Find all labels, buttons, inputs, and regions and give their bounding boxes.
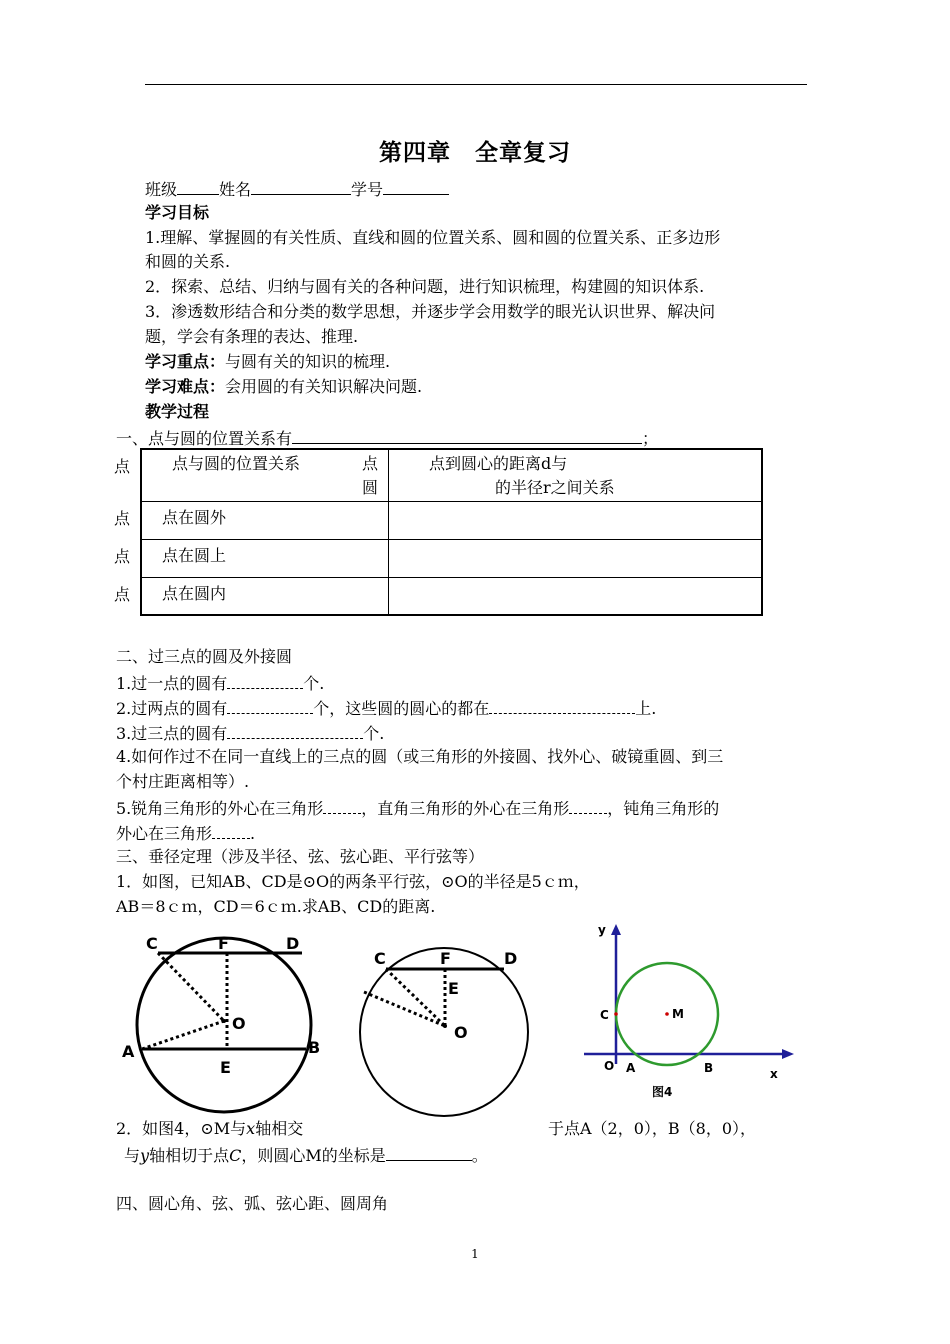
fig1-label-b: B: [308, 1038, 321, 1057]
answer-cell[interactable]: [389, 577, 763, 615]
table-row: [141, 501, 762, 539]
question-2-4-line-1: 4.如何作过不在同一直线上的三点的圆（或三角形的外接圆、找外心、破镜重圆、到三: [116, 747, 724, 766]
q2-blank-2[interactable]: [489, 697, 635, 714]
fig1-label-d: D: [286, 934, 300, 953]
question-2-1: [116, 672, 324, 694]
q1-blank[interactable]: [227, 672, 303, 689]
header-distance-line-2: 的半径r之间关系: [495, 478, 615, 497]
id-blank[interactable]: [383, 178, 449, 195]
header-cell-distance: [389, 449, 763, 501]
fig3-label-a: A: [626, 1061, 636, 1075]
answer-cell[interactable]: [389, 539, 763, 577]
problem-3-2-line-2: [124, 1144, 488, 1166]
key-point-text: 与圆有关的知识的梳理.: [225, 352, 391, 371]
table-header-row: [141, 449, 762, 501]
fig3-label-x: x: [770, 1067, 778, 1081]
fig3-label-b: B: [704, 1061, 714, 1075]
fig2-label-c: C: [374, 949, 386, 968]
p2-end: 。: [471, 1146, 488, 1165]
fig1-radius-oc: [158, 953, 224, 1021]
fig2-center-dot: [443, 1024, 447, 1028]
header-rule: [145, 84, 807, 85]
q5-c: ，钝角三角形的: [607, 799, 720, 818]
side-char: 点: [114, 585, 131, 604]
side-char: 点: [114, 509, 131, 528]
difficulty-text: 会用圆的有关知识解决问题.: [225, 377, 423, 396]
fig1-center-dot: [222, 1019, 226, 1023]
q5-b: ，直角三角形的外心在三角形: [361, 799, 570, 818]
p2-line2-post: ，则圆心M的坐标是: [241, 1146, 386, 1165]
q3-blank[interactable]: [227, 722, 363, 739]
fig2-radius-2: [364, 992, 445, 1026]
p2-c: C: [229, 1146, 242, 1165]
fig3-point-c: [614, 1012, 618, 1016]
fig3-label-y: y: [598, 923, 606, 937]
question-2-4-line-2: 个村庄距离相等）.: [116, 772, 250, 791]
section-1-blank[interactable]: [292, 427, 642, 444]
difficulty-label: 学习难点：: [145, 377, 226, 396]
q5-blank-2[interactable]: [569, 797, 607, 814]
figure-3-coordinate-circle: [580, 918, 810, 1100]
goal-3-line-1: 3．渗透数形结合和分类的数学思想，并逐步学会用数学的眼光认识世界、解决问: [145, 302, 716, 321]
question-2-2: [116, 697, 656, 719]
figure-2-circle-single-chord: [350, 940, 540, 1125]
q5-blank-3[interactable]: [212, 822, 250, 839]
fig1-label-o: O: [232, 1014, 246, 1033]
name-label: 姓名: [219, 180, 252, 199]
fig2-label-e: E: [448, 979, 459, 998]
process-heading: 教学过程: [145, 402, 210, 421]
fig2-label-f: F: [440, 949, 451, 968]
page-number: 1: [471, 1247, 479, 1261]
header-distance-line-1: 点到圆心的距离d与: [429, 454, 568, 473]
fig1-label-e: E: [220, 1058, 231, 1077]
header-tail-2: 圆: [362, 478, 379, 497]
difficulty: [145, 377, 422, 397]
section-1-heading: [116, 427, 658, 449]
goal-1-line-2: 和圆的关系.: [145, 252, 231, 271]
question-2-5-line-2: [116, 822, 255, 844]
p2-answer-blank[interactable]: [386, 1144, 472, 1161]
fig2-circle: [360, 948, 528, 1116]
q1-post: 个.: [303, 674, 325, 693]
fig1-label-c: C: [146, 934, 158, 953]
row-label: 点在圆内: [141, 577, 389, 615]
p2-mid: 轴相交: [255, 1119, 304, 1138]
fig3-caption: 图4: [652, 1085, 673, 1099]
key-point-label: 学习重点：: [145, 352, 226, 371]
q5-a: 5.锐角三角形的外心在三角形: [116, 799, 324, 818]
fig2-label-o: O: [454, 1023, 468, 1042]
p2-y: y: [140, 1146, 150, 1165]
header-cell-relation: [141, 449, 389, 501]
name-blank[interactable]: [251, 178, 351, 195]
point-circle-relation-table: [140, 448, 763, 616]
row-label: 点在圆外: [141, 501, 389, 539]
fig2-label-d: D: [504, 949, 518, 968]
question-2-5-line-1: [116, 797, 719, 819]
goals-heading: 学习目标: [145, 203, 210, 222]
header-relation-text: 点与圆的位置关系: [172, 454, 301, 473]
page-title: 第四章 全章复习: [379, 140, 571, 166]
problem-3-1-line-2: AB＝8ｃｍ，CD＝6ｃｍ.求AB、CD的距离.: [116, 897, 436, 916]
q1-pre: 1.过一点的圆有: [116, 674, 228, 693]
student-info-line: [145, 178, 449, 200]
answer-cell[interactable]: [389, 501, 763, 539]
side-char: 点: [114, 457, 131, 476]
q3-pre: 3.过三点的圆有: [116, 724, 228, 743]
q3-post: 个.: [363, 724, 385, 743]
p2-line2-mid: 轴相切于点: [149, 1146, 230, 1165]
row-label: 点在圆上: [141, 539, 389, 577]
q2-post: 上.: [635, 699, 657, 718]
section-2-heading: 二、过三点的圆及外接圆: [116, 647, 293, 666]
section-1-end: ；: [642, 429, 659, 448]
goal-1-line-1: 1.理解、掌握圆的有关性质、直线和圆的位置关系、圆和圆的位置关系、正多边形: [145, 228, 721, 247]
figure-1-circle-parallel-chords: [110, 925, 340, 1125]
section-1-heading-text: 一、点与圆的位置关系有: [116, 429, 293, 448]
fig3-y-arrow: [611, 924, 621, 935]
goal-2: 2．探索、总结、归纳与圆有关的各种问题，进行知识梳理，构建圆的知识体系.: [145, 277, 705, 296]
fig3-label-c: C: [600, 1008, 609, 1022]
q5-blank-1[interactable]: [323, 797, 361, 814]
side-char: 点: [114, 547, 131, 566]
fig1-label-a: A: [122, 1042, 135, 1061]
q2-pre: 2.过两点的圆有: [116, 699, 228, 718]
fig1-circle: [137, 938, 311, 1112]
header-tail-1: 点: [362, 454, 379, 473]
p2-pre: 2．如图4，⊙M与: [116, 1119, 247, 1138]
fig2-radius-oc: [386, 969, 445, 1026]
class-blank[interactable]: [177, 178, 219, 195]
fig1-radius-oa: [142, 1021, 224, 1049]
table-row: [141, 577, 762, 615]
fig3-x-arrow: [782, 1049, 794, 1059]
id-label: 学号: [351, 180, 384, 199]
section-4-heading: 四、圆心角、弦、弧、弦心距、圆周角: [116, 1194, 389, 1213]
problem-3-2-line-1-right: 于点A（2，0），B（8，0），: [548, 1119, 757, 1138]
goal-3-line-2: 题，学会有条理的表达、推理.: [145, 327, 359, 346]
fig3-label-m: M: [672, 1007, 684, 1021]
fig3-center-m: [665, 1012, 669, 1016]
section-3-heading: 三、垂径定理（涉及半径、弦、弦心距、平行弦等）: [116, 847, 485, 866]
class-label: 班级: [145, 180, 178, 199]
q5-e: .: [250, 824, 256, 843]
q2-blank-1[interactable]: [227, 697, 313, 714]
p2-line2-pre: 与: [124, 1146, 141, 1165]
p2-x: x: [246, 1119, 256, 1138]
fig3-label-o: O: [604, 1059, 615, 1073]
table-row: [141, 539, 762, 577]
problem-3-2-line-1: [116, 1119, 303, 1139]
problem-3-1-line-1: 1．如图，已知AB、CD是⊙O的两条平行弦，⊙O的半径是5ｃｍ，: [116, 872, 590, 891]
question-2-3: [116, 722, 384, 744]
fig1-label-f: F: [218, 934, 229, 953]
q5-d: 外心在三角形: [116, 824, 213, 843]
q2-mid: 个，这些圆的圆心的都在: [313, 699, 490, 718]
key-point: [145, 352, 390, 372]
